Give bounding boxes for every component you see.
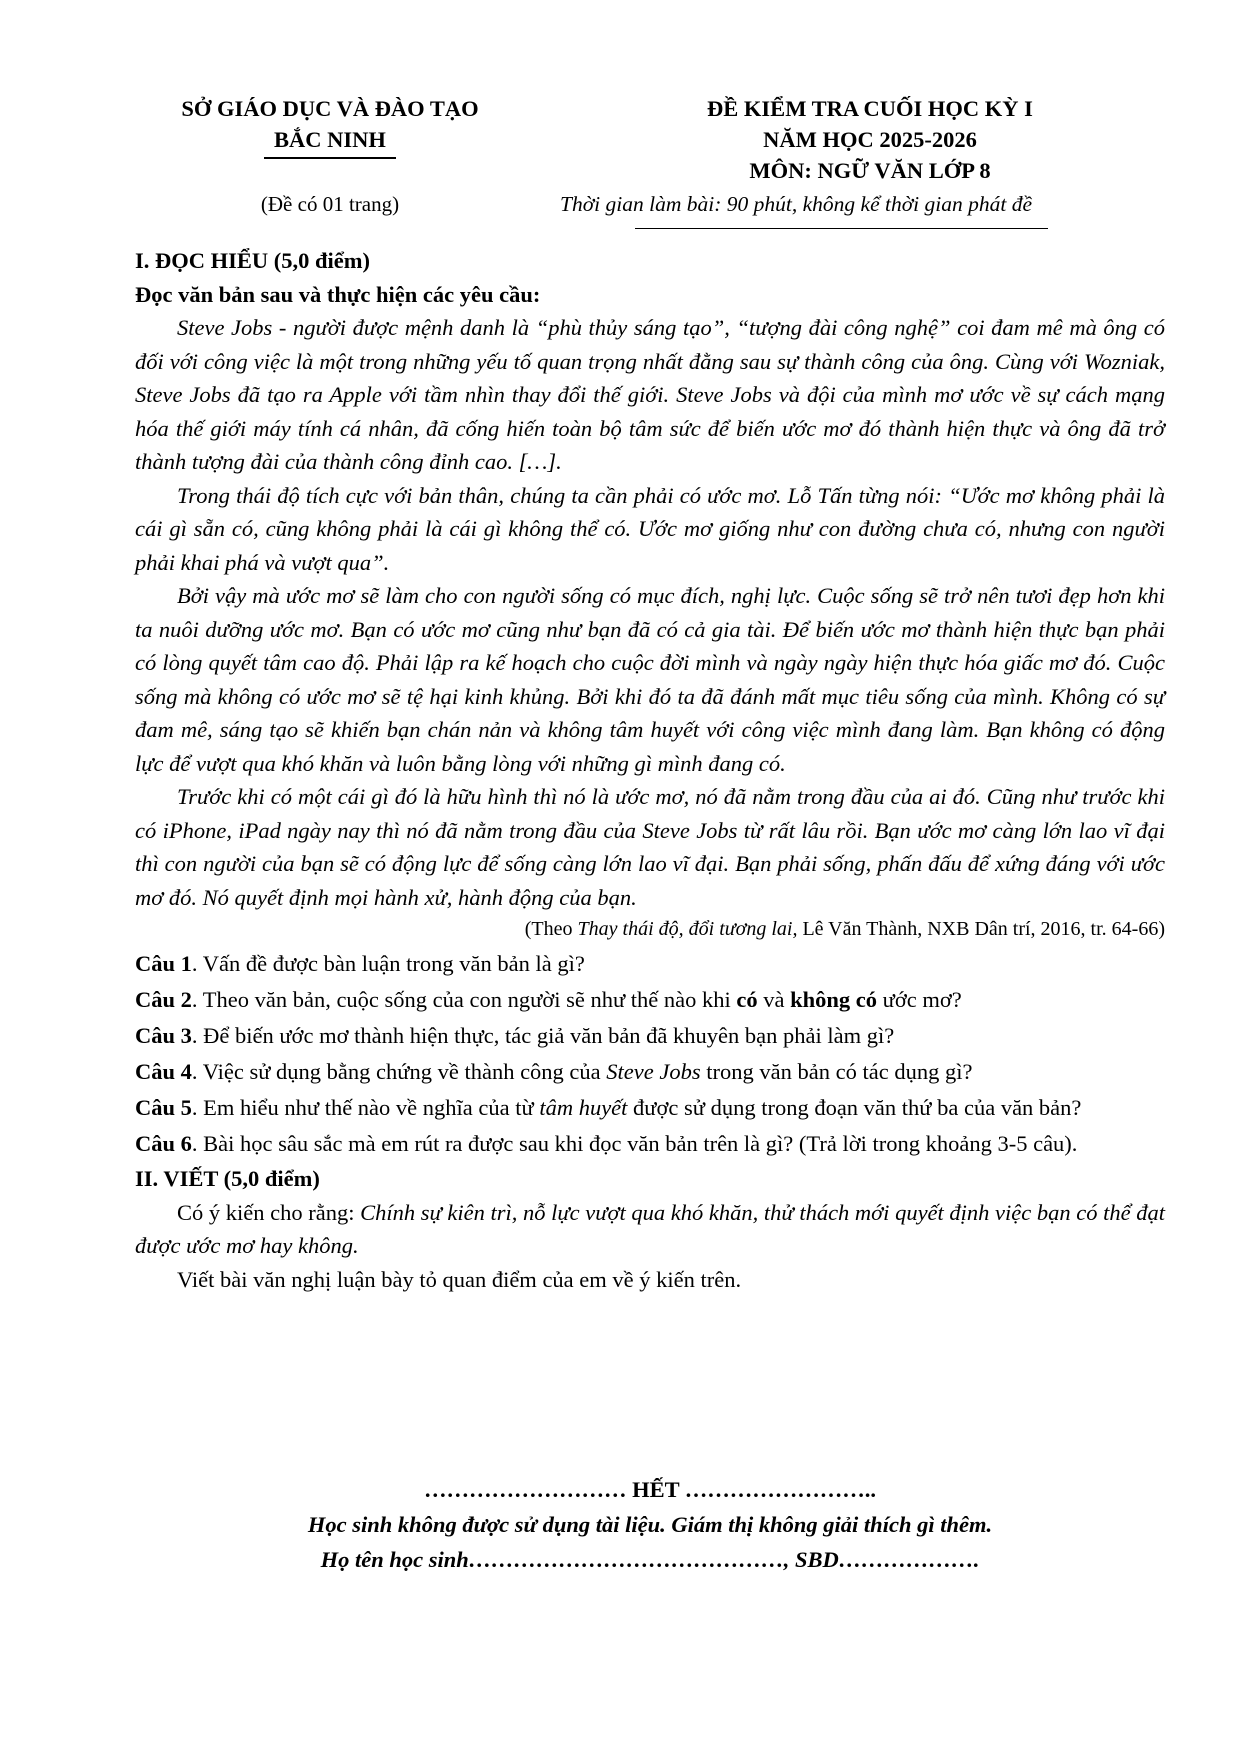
exam-content (135, 244, 1165, 1296)
question-italic: tâm huyết (539, 1095, 628, 1120)
subject-line: MÔN: NGỮ VĂN LỚP 8 (749, 158, 991, 183)
question-text: . Vấn đề được bàn luận trong văn bản là gì? (191, 951, 585, 976)
question-label: Câu 4 (135, 1059, 192, 1084)
question-text: ước mơ? (877, 987, 962, 1012)
question-italic: Steve Jobs (606, 1059, 701, 1084)
question-text: . Theo văn bản, cuộc sống của con người sẽ như thế nào khi (191, 987, 737, 1012)
question-label: Câu 1 (135, 951, 192, 976)
part1-instruction: Đọc văn bản sau và thực hiện các yêu cầu: (135, 281, 541, 307)
footer-note: Học sinh không được sử dụng tài liệu. Giám thị không giải thích gì thêm. (307, 1512, 993, 1537)
essay-task: Viết bài văn nghị luận bày tỏ quan điểm của em về ý kiến trên. (177, 1266, 742, 1292)
question-2 (135, 982, 1165, 1018)
question-text: . Để biến ước mơ thành hiện thực, tác giả văn bản đã khuyên bạn phải làm gì? (191, 1023, 895, 1048)
end-marker: ……………………… HẾT …………………….. (423, 1477, 877, 1502)
essay-prompt-prefix: Có ý kiến cho rằng: (177, 1199, 361, 1225)
header-left (140, 93, 520, 159)
question-3 (135, 1018, 1165, 1054)
time-underline (635, 228, 1048, 229)
question-text: trong văn bản có tác dụng gì? (700, 1059, 973, 1084)
source-book-title: Thay thái độ, đổi tương lai, (577, 918, 798, 940)
province-underline (264, 157, 396, 159)
question-label: Câu 2 (135, 987, 192, 1012)
question-4 (135, 1054, 1165, 1090)
question-emphasis: có (736, 987, 758, 1012)
student-info-line: Họ tên học sinh……………………………………, SBD………………. (320, 1547, 980, 1572)
passage-source (135, 916, 1165, 942)
passage-paragraph: Bởi vậy mà ước mơ sẽ làm cho con người sống có mục đích, nghị lực. Cuộc sống sẽ trở nên tươi đẹp hơn khi ta nuôi dưỡng ước mơ. Bạn có ước mơ cũng như bạn đã có cả gia tài. Để biến ước mơ thành hiện thực bạn phải có lòng quyết tâm cao độ. Phải lập ra kế hoạch cho cuộc đời mình và ngày ngày hiện thực hóa giấc mơ đó. Cuộc sống mà không có ước mơ sẽ tệ hại kinh khủng. Bởi khi đó ta đã đánh mất mục tiêu sống của mình. Không có sự đam mê, sáng tạo sẽ khiến bạn chán nản và không tâm huyết với công việc mình đang làm. Bạn không có động lực để vượt qua khó khăn và luôn bằng lòng với những gì mình đang có. (135, 583, 1165, 776)
question-label: Câu 3 (135, 1023, 192, 1048)
question-text: . Việc sử dụng bằng chứng về thành công của (191, 1059, 607, 1084)
province-name: BẮC NINH (274, 127, 386, 152)
question-emphasis: không có (790, 987, 878, 1012)
question-text: được sử dụng trong đoạn văn thứ ba của văn bản? (627, 1095, 1082, 1120)
question-text: . Bài học sâu sắc mà em rút ra được sau khi đọc văn bản trên là gì? (Trả lời trong khoảng 3-5 câu). (191, 1131, 1078, 1156)
part1-heading: I. ĐỌC HIỂU (5,0 điểm) (135, 248, 370, 273)
passage-paragraph: Steve Jobs - người được mệnh danh là “phù thủy sáng tạo”, “tượng đài công nghệ” coi đam mê mà ông có đối với công việc là một trong những yếu tố quan trọng nhất đằng sau sự thành công của ông. Cùng với Wozniak, Steve Jobs đã tạo ra Apple với tầm nhìn thay đổi thế giới. Steve Jobs và đội của mình mơ ước về sự cách mạng hóa thế giới máy tính cá nhân, đã cống hiến toàn bộ tâm sức để biến ước mơ đó thành hiện thực và ông đã trở thành tượng đài của thành công đỉnh cao. […]. (135, 315, 1165, 474)
part2-heading: II. VIẾT (5,0 điểm) (135, 1166, 320, 1191)
essay-prompt-quote: Chính sự kiên trì, nỗ lực vượt qua khó khăn, thử thách mới quyết định việc bạn có thể đạt được ước mơ hay không. (135, 1199, 1165, 1258)
question-6 (135, 1126, 1165, 1162)
source-prefix: (Theo (524, 918, 578, 940)
header-right (560, 93, 1180, 186)
passage-paragraph: Trong thái độ tích cực với bản thân, chúng ta cần phải có ước mơ. Lỗ Tấn từng nói: “Ước mơ không phải là cái gì sẵn có, cũng không phải là cái gì không thể có. Ước mơ giống như con đường chưa có, nhưng con người phải khai phá và vượt qua”. (135, 482, 1165, 575)
pages-note: (Đề có 01 trang) (260, 192, 400, 216)
question-text: và (757, 987, 791, 1012)
source-details: Lê Văn Thành, NXB Dân trí, 2016, tr. 64-66) (797, 918, 1165, 940)
question-5 (135, 1090, 1165, 1126)
department-name: SỞ GIÁO DỤC VÀ ĐÀO TẠO (181, 96, 479, 121)
passage-paragraph: Trước khi có một cái gì đó là hữu hình thì nó là ước mơ, nó đã nằm trong đầu của ai đó. Cũng như trước khi có iPhone, iPad ngày nay thì nó đã nằm trong đầu của Steve Jobs từ rất lâu rồi. Bạn ước mơ càng lớn lao vĩ đại thì con người của bạn sẽ có động lực để sống càng lớn lao vĩ đại. Bạn phải sống, phấn đấu để xứng đáng với ước mơ đó. Nó quyết định mọi hành xử, hành động của bạn. (135, 784, 1165, 910)
question-label: Câu 5 (135, 1095, 192, 1120)
question-label: Câu 6 (135, 1131, 192, 1156)
question-1 (135, 946, 1165, 982)
question-text: . Em hiểu như thế nào về nghĩa của từ (191, 1095, 540, 1120)
reading-passage (135, 311, 1165, 914)
school-year: NĂM HỌC 2025-2026 (763, 127, 977, 152)
exam-title: ĐỀ KIỂM TRA CUỐI HỌC KỲ I (707, 96, 1033, 121)
time-note: Thời gian làm bài: 90 phút, không kể thời gian phát đề (560, 192, 1033, 216)
essay-prompt (135, 1196, 1165, 1263)
exam-footer (135, 1472, 1165, 1577)
